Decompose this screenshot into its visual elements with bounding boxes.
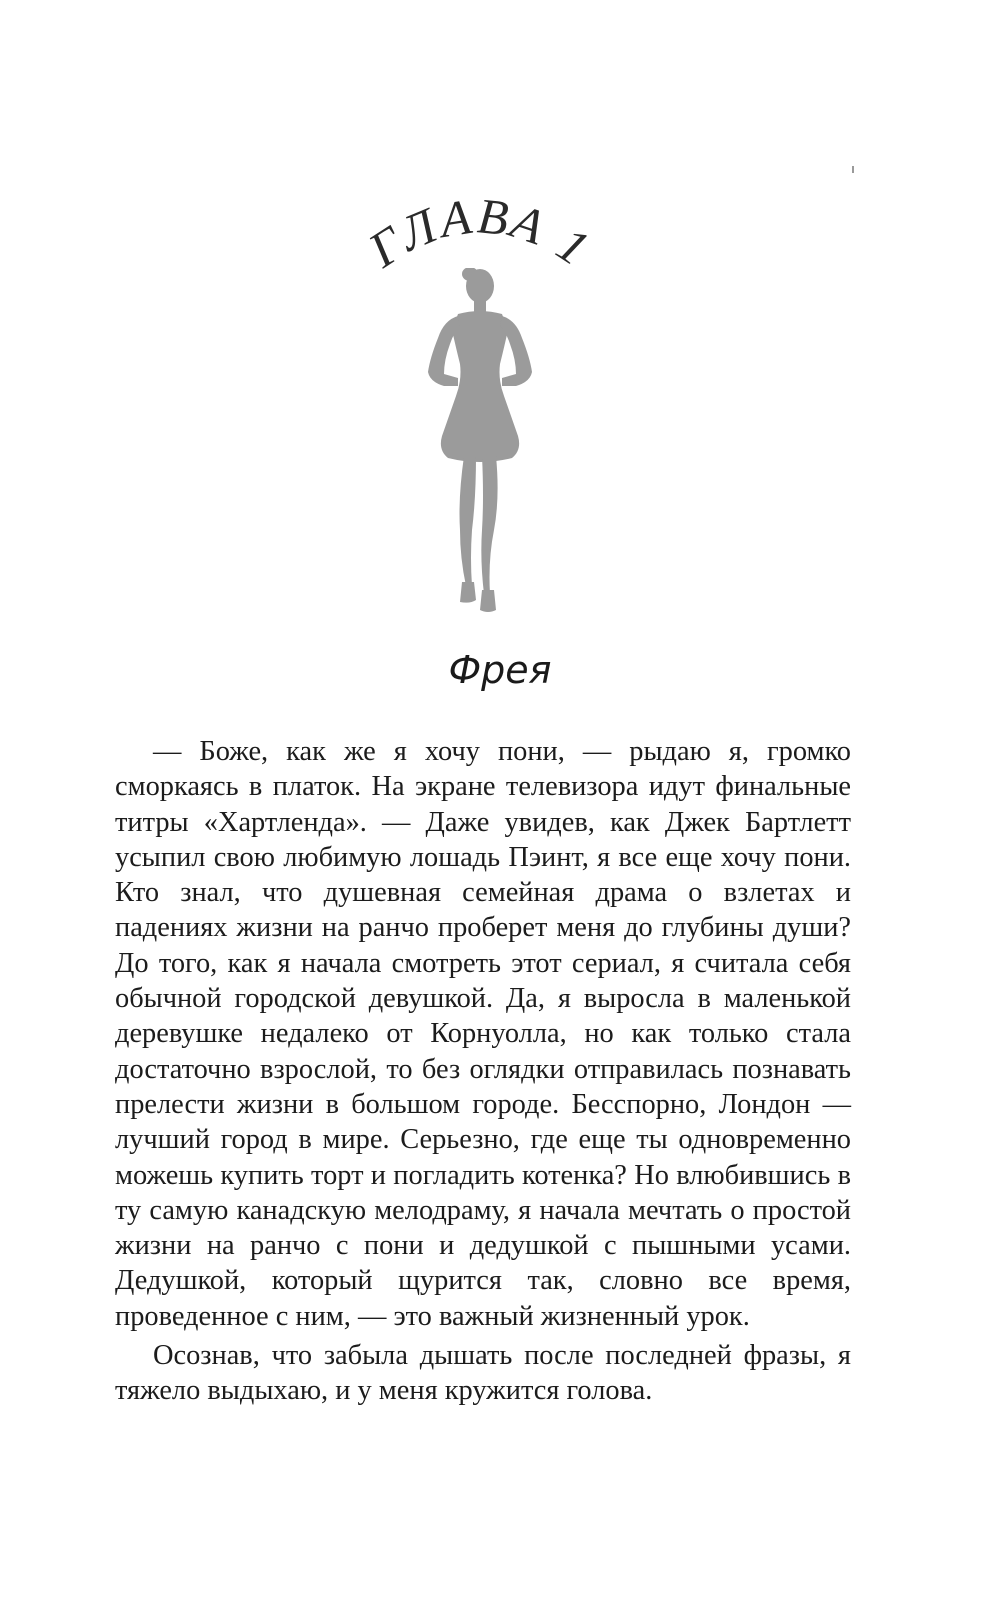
silhouette-figure bbox=[428, 268, 532, 612]
woman-silhouette-icon bbox=[400, 268, 560, 618]
chapter-heading-text: ГЛАВА 1 bbox=[358, 187, 602, 278]
paragraph: Осознав, что забыла дышать после последней фразы, я тяжело выдыхаю, и у меня кружится голова. bbox=[115, 1340, 851, 1407]
chapter-narrator-name: Фрея bbox=[448, 648, 552, 692]
page-tick-mark bbox=[852, 166, 854, 173]
chapter-body bbox=[115, 734, 851, 1409]
paragraph: — Боже, как же я хочу пони, — рыдаю я, громко сморкаясь в платок. На экране телевизора идут финальные титры «Хартленда». — Даже увидев, как Джек Бартлетт усыпил свою любимую лошадь Пэинт, я все еще хочу пони. Кто знал, что душевная семейная драма о взлетах и падениях жизни на ранчо проберет меня до глубины души? До того, как я начала смотреть этот сериал, я считала себя обычной городской девушкой. Да, я выросла в маленькой деревушке недалеко от Корнуолла, но как только стала достаточно взрослой, то без оглядки отправилась познавать прелести жизни в большом городе. Бесспорно, Лондон — лучший город в мире. Серьезно, где еще ты одновременно можешь купить торт и погладить котенка? Но влюбившись в ту самую канадскую мелодраму, я начала мечтать о простой жизни на ранчо с пони и дедушкой с пышными усами. Дедушкой, который щурится так, словно все время, проведенное с ним, — это важный жизненный урок. bbox=[115, 736, 851, 1332]
